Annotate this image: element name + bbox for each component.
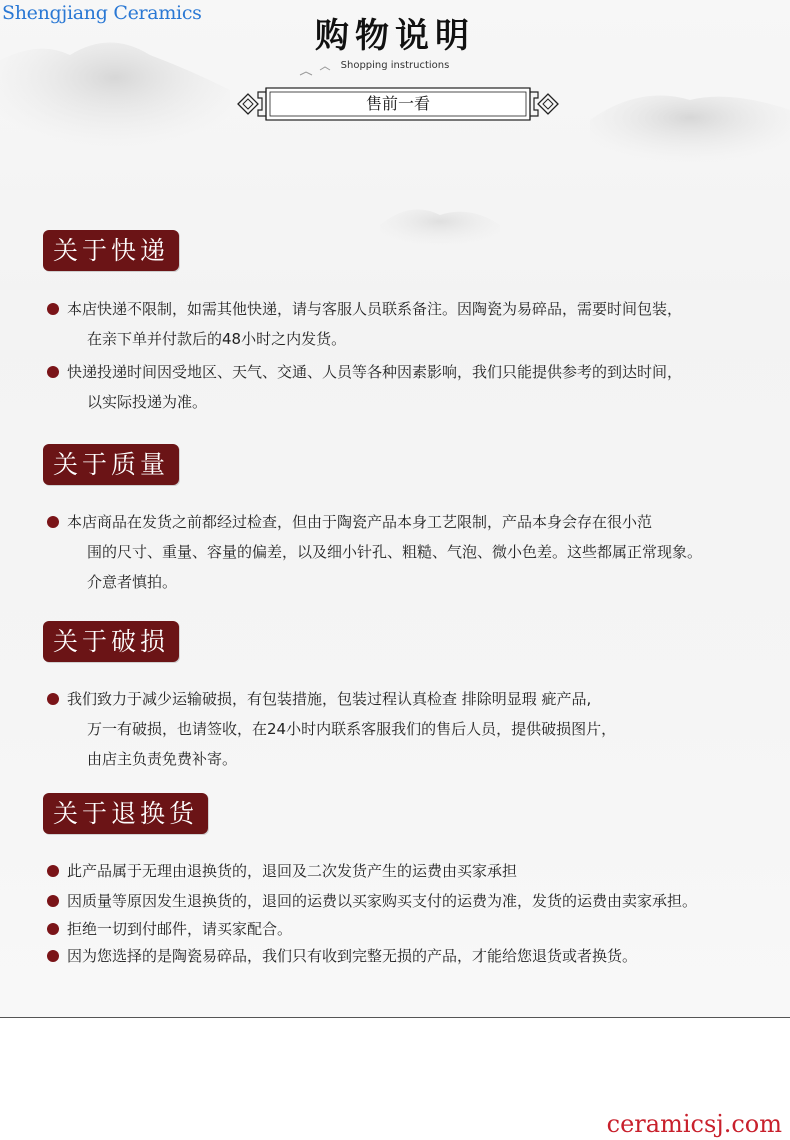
presale-banner [236,84,560,124]
item-text: 因质量等原因发生退换货的，退回的运费以买家购买支付的运费为准，发货的运费由卖家承担。 [67,892,698,910]
bullet-icon [47,865,59,877]
list-item [47,856,517,886]
section-tag-shipping: 关于快递 [43,230,179,271]
list-item [47,941,637,971]
page-subtitle: Shopping instructions [340,60,450,71]
bullet-icon [47,693,59,705]
section-tag-damage: 关于破损 [43,621,179,662]
watermark-top: Shengjiang Ceramics [2,2,202,24]
list-item [47,507,702,597]
item-text: 本店商品在发货之前都经过检查，但由于陶瓷产品本身工艺限制，产品本身会存在很小范 [67,513,653,531]
item-text: 本店快递不限制，如需其他快递，请与客服人员联系备注。因陶瓷为易碎品，需要时间包装， [67,300,683,318]
item-text: 快递投递时间因受地区、天气、交通、人员等各种因素影响，我们只能提供参考的到达时间， [67,363,683,381]
bullet-icon [47,516,59,528]
bullet-icon [47,923,59,935]
item-text: 万一有破损，也请签收，在24小时内联系客服我们的售后人员，提供破损图片， [87,720,617,738]
section-tag-returns: 关于退换货 [43,793,208,834]
item-text: 因为您选择的是陶瓷易碎品，我们只有收到完整无损的产品，才能给您退货或者换货。 [67,947,638,965]
bottom-divider [0,1017,790,1018]
item-text: 我们致力于减少运输破损，有包装措施，包装过程认真检查 排除明显瑕 疵产品, [67,690,592,708]
list-item [47,294,682,354]
banner-label: 售前一看 [365,94,430,113]
item-text: 由店主负责免费补寄。 [87,750,238,768]
list-item [47,914,292,944]
bullet-icon [47,366,59,378]
item-text: 围的尺寸、重量、容量的偏差，以及细小针孔、粗糙、气泡、微小色差。这些都属正常现象。 [87,543,703,561]
item-text: 在亲下单并付款后的48小时之内发货。 [87,330,347,348]
item-text: 以实际投递为准。 [87,393,208,411]
bullet-icon [47,303,59,315]
page-title: 购物说明 [315,16,475,56]
bullet-icon [47,950,59,962]
item-text: 介意者慎拍。 [87,573,178,591]
watermark-bottom: ceramicsj.com [606,1110,782,1138]
list-item [47,886,697,916]
list-item [47,684,616,774]
list-item [47,357,682,417]
item-text: 此产品属于无理由退换货的，退回及二次发货产生的运费由买家承担 [67,862,518,880]
section-tag-quality: 关于质量 [43,444,179,485]
item-text: 拒绝一切到付邮件，请买家配合。 [67,920,293,938]
bullet-icon [47,895,59,907]
